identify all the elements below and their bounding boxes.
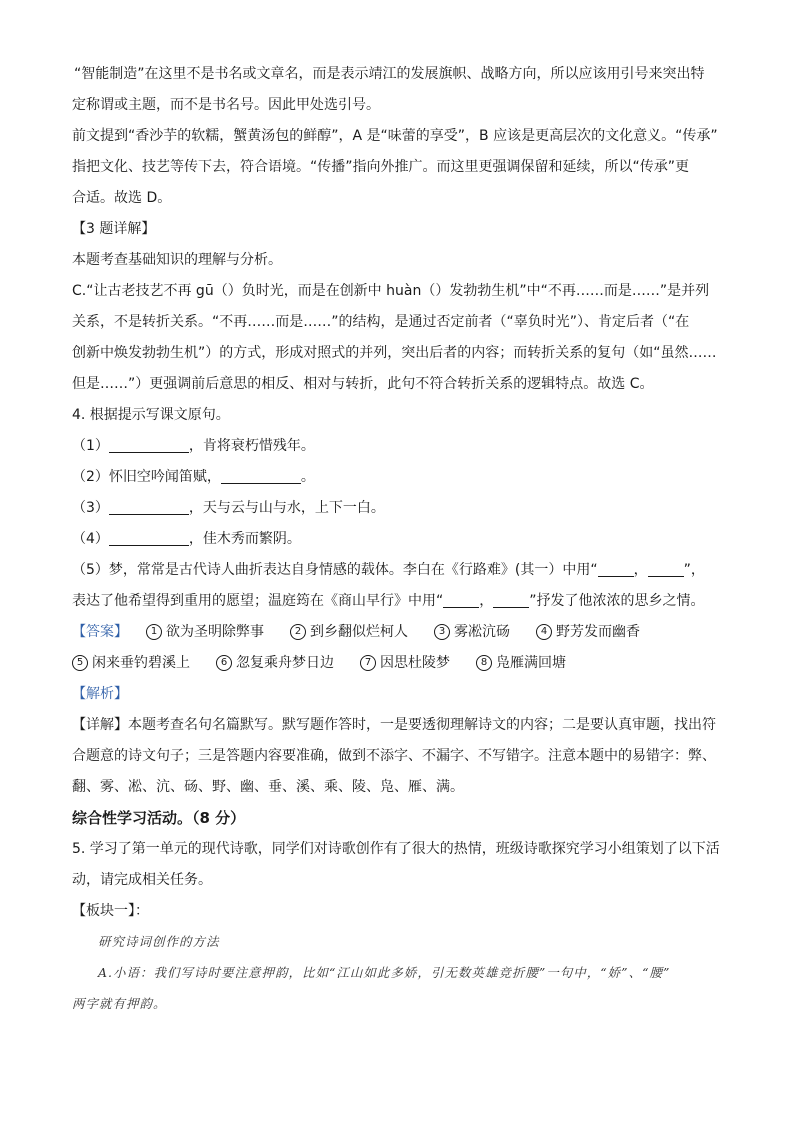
answer-item: 8 凫雁满回塘 xyxy=(476,654,566,672)
handwritten-line: A.小语：我们写诗时要注意押韵，比如“江山如此多娇，引无数英雄竞折腰”一句中，“娇”、“腰” xyxy=(98,964,671,980)
section-label-3: 【3 题详解】 xyxy=(72,220,156,237)
q4-item-4: （4） ，佳木秀而繁阴。 xyxy=(72,530,301,547)
text-line: 前文提到“香沙芋的软糯，蟹黄汤包的鲜醇”，A 是“味蕾的享受”，B 应该是更高层次的文化意义。“传承” xyxy=(72,127,718,144)
question-5-line: 5. 学习了第一单元的现代诗歌，同学们对诗歌创作有了很大的热情，班级诗歌探究学习小组策划了以下活 xyxy=(72,840,720,857)
text-line: 指把文化、技艺等传下去，符合语境。“传播”指向外推广。而这里更强调保留和延续，所以“传承”更 xyxy=(72,158,690,175)
answer-item: 3 雾凇沆砀 xyxy=(434,623,510,641)
question-4-title: 4. 根据提示写课文原句。 xyxy=(72,406,230,423)
q4-item-3: （3） ，天与云与山与水，上下一白。 xyxy=(72,499,385,516)
text-line: “智能制造”在这里不是书名或文章名，而是表示靖江的发展旗帜、战略方向，所以应该用引号来突出特 xyxy=(74,65,705,82)
text-line: 关系，不是转折关系。“不再……而是……”的结构，是通过否定前者（“辜负时光”）、肯定后者（“在 xyxy=(72,313,690,330)
q4-item-5: （5）梦，常常是古代诗人曲折表达自身情感的载体。李白在《行路难》(其一）中用“ ， ”， xyxy=(72,561,705,578)
answer-blank xyxy=(109,531,189,546)
analysis-line: 合题意的诗文句子；三是答题内容要准确，做到不添字、不漏字、不写错字。注意本题中的易错字：弊、 xyxy=(72,747,716,764)
handwritten-line: 两字就有押韵。 xyxy=(72,995,167,1011)
q4-item-1: （1） ，肯将衰朽惜残年。 xyxy=(72,437,315,454)
answer-blank xyxy=(493,593,529,608)
answer-item: 1 欲为圣明除弊事 xyxy=(146,623,264,641)
text-line: 定称谓或主题，而不是书名号。因此甲处选引号。 xyxy=(72,96,380,113)
answer-row-2 xyxy=(72,647,734,678)
answer-blank xyxy=(598,562,634,577)
answer-item: 2 到乡翻似烂柯人 xyxy=(290,623,408,641)
text-line: 创新中焕发勃勃生机”）的方式，形成对照式的并列，突出后者的内容；而转折关系的复句（如“虽然…… xyxy=(72,344,717,361)
analysis-line: 翻、雾、凇、沆、砀、野、幽、垂、溪、乘、陵、凫、雁、满。 xyxy=(72,778,464,795)
q4-item-2: （2） 怀旧空吟闻笛赋， 。 xyxy=(72,468,315,485)
handwritten-title: 研究诗词创作的方法 xyxy=(98,933,220,949)
section-title: 综合性学习活动。（8 分） xyxy=(72,808,246,827)
text-line: C.“让古老技艺不再 gū（）负时光，而是在创新中 huàn（）发勃勃生机”中“不再……而是……”是并列 xyxy=(72,282,710,299)
text-line: 本题考查基础知识的理解与分析。 xyxy=(72,251,282,268)
answer-item: 6 忽复乘舟梦日边 xyxy=(216,654,334,672)
answer-blank xyxy=(109,500,189,515)
block-1-label: 【板块一】： xyxy=(72,902,149,919)
q4-item-5-cont: 表达了他希望得到重用的愿望；温庭筠在《商山早行》中用“ ， ”抒发了他浓浓的思乡之情。 xyxy=(72,592,705,609)
answer-blank xyxy=(221,469,301,484)
answer-item: 7 因思杜陵梦 xyxy=(360,654,450,672)
answer-item: 5 闲来垂钓碧溪上 xyxy=(72,654,190,672)
answer-blank xyxy=(648,562,684,577)
text-line: 合适。故选 D。 xyxy=(72,189,172,206)
answer-label: 【答案】 xyxy=(72,623,128,640)
answer-item: 4 野芳发而幽香 xyxy=(536,623,640,641)
document-page xyxy=(72,58,734,1019)
answer-blank xyxy=(443,593,479,608)
answer-row-1 xyxy=(72,616,734,647)
analysis-line: 【详解】本题考查名句名篇默写。默写题作答时，一是要透彻理解诗文的内容；二是要认真审题，找出符 xyxy=(72,716,716,733)
text-line: 但是……”）更强调前后意思的相反、相对与转折，此句不符合转折关系的逻辑特点。故选 C。 xyxy=(72,375,654,392)
analysis-label: 【解析】 xyxy=(72,685,128,702)
answer-blank xyxy=(109,438,189,453)
question-5-line: 动，请完成相关任务。 xyxy=(72,871,212,888)
